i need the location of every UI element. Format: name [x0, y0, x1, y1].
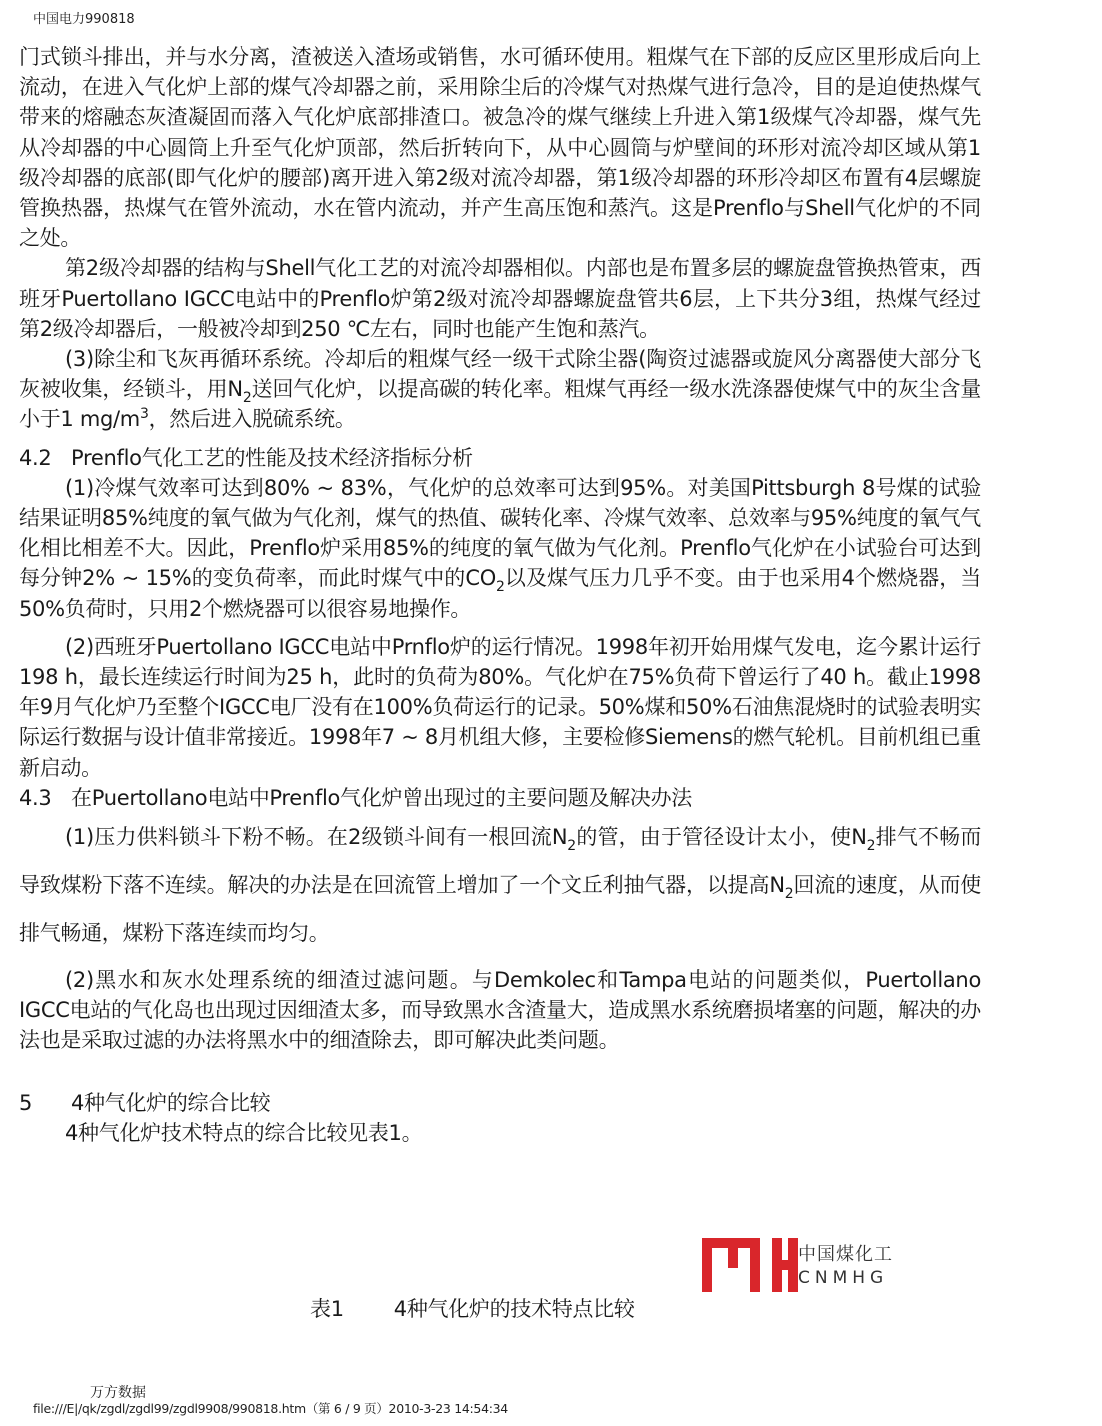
paragraph-gasifier-flow: 门式锁斗排出，并与水分离，渣被送入渣场或销售，水可循环使用。粗煤气在下部的反应区里形成后向上流动，在进入气化炉上部的煤气冷却器之前，采用除尘后的冷煤气对热煤气进行急冷，目的是迫使热煤气带来的熔融态灰渣凝固而落入气化炉底部排渣口。被急冷的煤气继续上升进入第1级煤气冷却器，煤气先从冷却器的中心圆筒上升至气化炉顶部，然后折转向下，从中心圆筒与炉壁间的环形对流冷却区域从第1级冷却器的底部(即气化炉的腰部)离开进入第2级对流冷却器，第1级冷却器的环形冷却区布置有4层螺旋管换热器，热煤气在管外流动，水在管内流动，并产生高压饱和蒸汽。这是Prenflo与Shell气化炉的不同之处。 [19, 45, 981, 251]
section-heading-4-3 [19, 783, 981, 813]
section-title: 在Puertollano电站中Prenflo气化炉曾出现过的主要问题及解决办法 [71, 785, 693, 810]
section-number: 4.3 [19, 785, 52, 810]
table-label: 表1 [310, 1297, 344, 1321]
section-title: Prenflo气化工艺的性能及技术经济指标分析 [71, 445, 473, 470]
logo-english-text: CNMHG [798, 1268, 889, 1288]
footer-watermark: 万方数据 [90, 1385, 146, 1401]
paragraph-lock-hopper: (1)压力供料锁斗下粉不畅。在2级锁斗间有一根回流$N_2$的管，由于管径设计太小，使$N_2$排气不畅而导致煤粉下落不连续。解决的办法是在回流管上增加了一个文丘利抽气器，以提高$N_2$回流的速度，从而使排气畅通，煤粉下落连续而均匀。 [19, 825, 982, 946]
spacer [19, 1056, 981, 1088]
paragraph-dust-removal: (3)除尘和飞灰再循环系统。冷却后的粗煤气经一级干式除尘器(陶资过滤器或旋风分离器使大部分飞灰被收集，经锁斗，用$N_2$送回气化炉，以提高碳的转化率。粗煤气再经一级水洗涤器使煤气中的灰尘含量小于1 $mg/m^3$，然后进入脱硫系统。 [19, 347, 981, 432]
document-source-label: 中国电力990818 [33, 12, 135, 27]
section-heading-5 [19, 1088, 981, 1118]
logo-chinese-text: 中国煤化工 [798, 1244, 893, 1265]
section-heading-4-2 [19, 443, 981, 473]
table-title: 4种气化炉的技术特点比较 [393, 1297, 635, 1321]
footer-file-path: file:///E|/qk/zgdl/zgdl99/zgdl9908/990818.htm（第 6 / 9 页）2010-3-23 14:54:34 [33, 1401, 508, 1416]
section-number: 4.2 [19, 445, 52, 470]
article-body [19, 42, 981, 1148]
paragraph-operation: (2)西班牙Puertollano IGCC电站中Prnflo炉的运行情况。1998年初开始用煤气发电，迄今累计运行198 h，最长连续运行时间为25 h，此时的负荷为80%。气化炉在75%负荷下曾运行了40 h。截止1998年9月气化炉乃至整个IGCC电厂没有在100%负荷运行的记录。50%煤和50%石油焦混烧时的试验表明实际运行数据与设计值非常接近。1998年7 ~ 8月机组大修，主要检修Siemens的燃气轮机。目前机组已重新启动。 [19, 634, 981, 780]
paragraph-comparison: 4种气化炉技术特点的综合比较见表1。 [65, 1120, 423, 1145]
paragraph-efficiency: (1)冷煤气效率可达到80% ~ 83%，气化炉的总效率可达到95%。对美国Pittsburgh 8号煤的试验结果证明85%纯度的氧气做为气化剂，煤气的热值、碳转化率、冷煤气效率、总效率与95%纯度的氧气气化相比相差不大。因此，Prenflo炉采用85%的纯度的氧气做为气化剂。Prenflo气化炉在小试验台可达到每分钟2% ~ 15%的变负荷率，而此时煤气中的$CO_2$以及煤气压力几乎不变。由于也采用4个燃烧器，当50%负荷时，只用2个燃烧器可以很容易地操作。 [19, 475, 981, 621]
table-caption [310, 1293, 635, 1323]
section-title: 4种气化炉的综合比较 [71, 1090, 271, 1115]
paragraph-black-water: (2)黑水和灰水处理系统的细渣过滤问题。与Demkolec和Tampa电站的问题类似，Puertollano IGCC电站的气化岛也出现过因细渣太多，而导致黑水含渣量大，造成黑水系统磨损堵塞的问题，解决的办法也是采取过滤的办法将黑水中的细渣除去，即可解决此类问题。 [19, 968, 981, 1053]
paragraph-second-cooler: 第2级冷却器的结构与Shell气化工艺的对流冷却器相似。内部也是布置多层的螺旋盘管换热管束，西班牙Puertollano IGCC电站中的Prenflo炉第2级对流冷却器螺旋盘管共6层，上下共分3组，热煤气经过第2级冷却器后，一般被冷却到250 ℃左右，同时也能产生饱和蒸汽。 [19, 256, 981, 341]
section-number: 5 [19, 1090, 33, 1115]
logo-mh-glyph [702, 1238, 798, 1292]
